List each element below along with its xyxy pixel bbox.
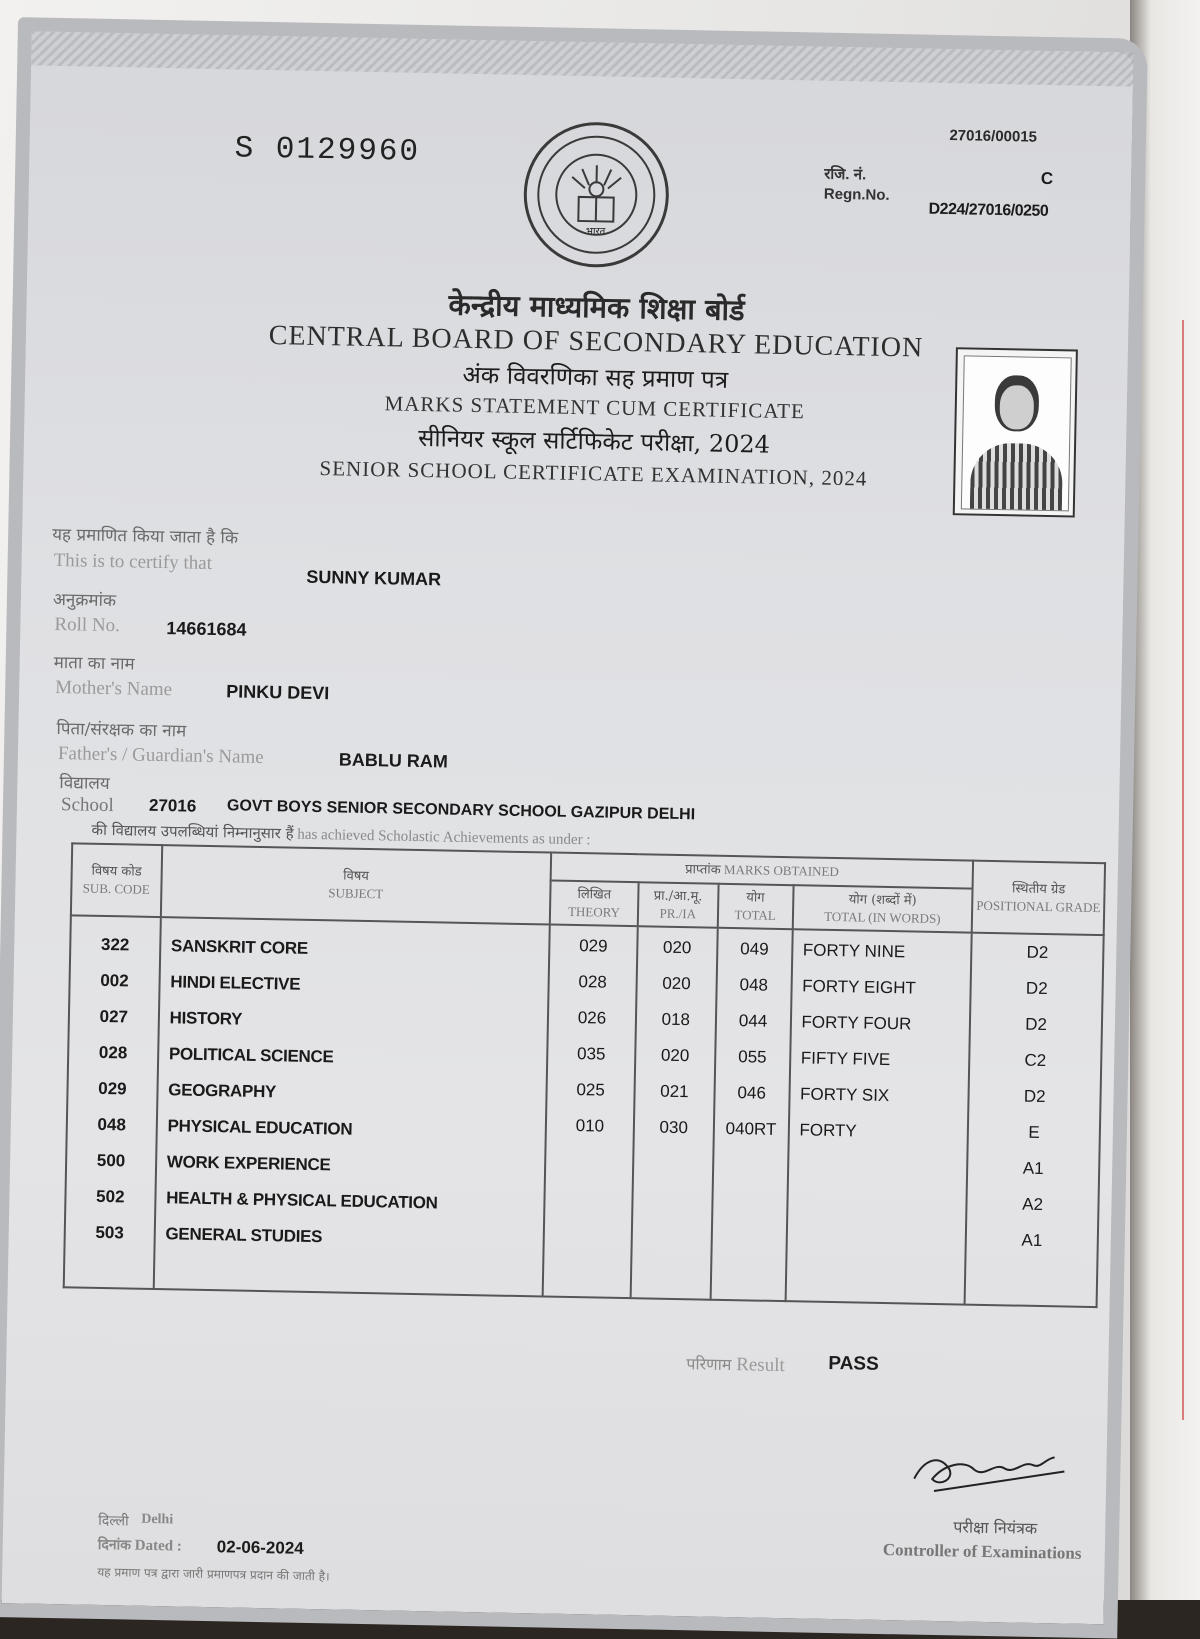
header-practical-hindi: प्रा./आ.मू. — [641, 887, 715, 905]
scholastic-caption-english: has achieved Scholastic Achievements as under : — [297, 827, 591, 849]
total-marks: 044 — [716, 1003, 790, 1040]
header-subject — [161, 845, 552, 924]
school-name: GOVT BOYS SENIOR SECONDARY SCHOOL GAZIPUR DELHI — [227, 797, 695, 824]
emblem-caption: भारत — [526, 222, 665, 239]
board-name-english: CENTRAL BOARD OF SECONDARY EDUCATION — [216, 319, 976, 366]
header-subject-hindi: विषय — [164, 864, 548, 888]
header-practical-english: PR./IA — [659, 906, 696, 922]
roll-number: 14661684 — [166, 618, 246, 641]
total-marks: 055 — [716, 1039, 790, 1076]
subject-name: WORK EXPERIENCE — [157, 1144, 545, 1187]
header-total — [717, 884, 793, 929]
photo-shirt — [970, 443, 1063, 512]
total-marks: 048 — [717, 967, 791, 1004]
scholastic-caption-hindi: की विद्यालय उपलब्धियां निम्नानुसार हैं — [91, 821, 293, 843]
certificate-headings — [213, 280, 977, 494]
place-label-hindi: दिल्ली — [98, 1511, 129, 1531]
mother-name: PINKU DEVI — [226, 681, 329, 704]
practical-column — [631, 926, 718, 1299]
school-label-hindi: विद्यालय — [59, 770, 110, 794]
subject-column — [153, 917, 549, 1296]
school-code: 27016 — [149, 796, 197, 817]
total-in-words: FORTY — [789, 1112, 967, 1151]
total-marks: 049 — [718, 931, 792, 968]
subject-name: SANSKRIT CORE — [161, 928, 549, 971]
document-title-english: MARKS STATEMENT CUM CERTIFICATE — [215, 388, 975, 428]
sub-code: 322 — [71, 926, 159, 964]
sub-code: 027 — [70, 998, 158, 1036]
header-theory — [550, 881, 639, 927]
header-total-english: TOTAL — [734, 907, 776, 923]
roll-label-english: Roll No. — [54, 614, 120, 637]
subject-name: HEALTH & PHYSICAL EDUCATION — [156, 1180, 544, 1223]
total-in-words: FORTY SIX — [790, 1076, 968, 1115]
theory-marks: 010 — [547, 1108, 634, 1146]
candidate-photo — [953, 347, 1078, 517]
red-margin-line — [1182, 320, 1184, 1420]
practical-marks: 020 — [636, 1037, 714, 1074]
subject-name: POLITICAL SCIENCE — [159, 1036, 547, 1079]
positional-grade: D2 — [972, 934, 1102, 972]
subject-name: HISTORY — [159, 1000, 547, 1043]
header-sub-code-english: SUB. CODE — [83, 881, 150, 897]
theory-marks: 035 — [548, 1036, 635, 1074]
document-title-hindi: अंक विवरणिका सह प्रमाण पत्र — [215, 353, 975, 401]
mother-label-english: Mother's Name — [55, 677, 172, 701]
controller-signature — [904, 1438, 1075, 1501]
header-sub-code-hindi: विषय कोड — [75, 862, 159, 881]
positional-grade: A1 — [968, 1150, 1098, 1188]
registration-label-hindi: रजि. नं. — [824, 165, 890, 186]
result-label — [686, 1352, 785, 1377]
total-words-column — [785, 929, 972, 1304]
header-marks-english: MARKS OBTAINED — [724, 862, 839, 879]
school-label-english: School — [61, 794, 114, 817]
total-column — [710, 928, 792, 1301]
mother-label-hindi: माता का नाम — [54, 650, 135, 675]
theory-marks: 025 — [547, 1072, 634, 1110]
photo-frame — [961, 355, 1072, 511]
header-grade-hindi: स्थितीय ग्रेड — [976, 880, 1102, 899]
sub-code: 048 — [68, 1106, 156, 1144]
copy-mark: C — [1041, 169, 1054, 189]
photo-face — [999, 385, 1034, 430]
registration-label — [824, 165, 891, 206]
positional-grade: D2 — [969, 1078, 1099, 1116]
header-practical — [638, 882, 719, 928]
certify-label-english: This is to certify that — [53, 550, 212, 575]
father-label-hindi: पिता/संरक्षक का नाम — [56, 716, 186, 741]
sub-code: 500 — [67, 1142, 155, 1180]
positional-grade: C2 — [970, 1042, 1100, 1080]
header-total-words — [792, 885, 972, 932]
sub-code: 502 — [66, 1178, 154, 1216]
emblem-graphic — [525, 124, 667, 266]
registration-number: D224/27016/0250 — [928, 201, 1048, 221]
controller-label-english: Controller of Examinations — [883, 1540, 1082, 1564]
result-label-english: Result — [736, 1354, 785, 1376]
result-label-hindi: परिणाम — [686, 1354, 731, 1374]
father-name: BABLU RAM — [339, 749, 448, 772]
sub-code-column — [64, 915, 161, 1289]
dated-label-english: Dated : — [135, 1538, 182, 1555]
subject-name: GENERAL STUDIES — [155, 1216, 543, 1259]
positional-grade: E — [969, 1114, 1099, 1152]
place-label-english: Delhi — [141, 1512, 173, 1529]
practical-marks: 018 — [637, 1001, 715, 1038]
practical-marks: 020 — [638, 929, 716, 966]
marks-certificate — [0, 17, 1148, 1638]
total-in-words: FORTY FOUR — [791, 1004, 969, 1043]
practical-marks: 020 — [637, 965, 715, 1002]
total-in-words: FORTY EIGHT — [792, 968, 970, 1007]
header-subject-english: SUBJECT — [328, 885, 383, 901]
header-grade-english: POSITIONAL GRADE — [976, 898, 1100, 915]
result-value: PASS — [828, 1353, 879, 1376]
grade-column — [965, 933, 1104, 1307]
top-reference-code: 27016/00015 — [949, 127, 1037, 146]
positional-grade: A2 — [967, 1186, 1097, 1224]
theory-marks: 028 — [549, 964, 636, 1002]
header-words-english: TOTAL (IN WORDS) — [824, 909, 941, 926]
header-words-hindi: योग (शब्दों में) — [796, 890, 970, 910]
board-name-hindi: केन्द्रीय माध्यमिक शिक्षा बोर्ड — [216, 280, 977, 334]
positional-grade: A1 — [967, 1222, 1097, 1260]
dated-label-hindi: दिनांक — [98, 1537, 132, 1554]
subject-name: GEOGRAPHY — [158, 1072, 546, 1115]
candidate-name: SUNNY KUMAR — [306, 567, 441, 591]
guilloche-border — [31, 31, 1133, 86]
marks-table — [63, 842, 1106, 1308]
subject-name: HINDI ELECTIVE — [160, 964, 548, 1007]
sub-code: 002 — [70, 962, 158, 1000]
serial-number: S 0129960 — [234, 131, 420, 170]
roll-label-hindi: अनुक्रमांक — [53, 587, 117, 611]
header-positional-grade — [972, 861, 1105, 936]
total-in-words: FORTY NINE — [793, 932, 971, 971]
theory-marks: 026 — [549, 1000, 636, 1038]
cbse-emblem-icon — [522, 121, 670, 269]
header-theory-hindi: लिखित — [553, 886, 635, 905]
total-in-words: FIFTY FIVE — [790, 1040, 968, 1079]
sub-code: 029 — [68, 1070, 156, 1108]
footer-note: यह प्रमाण पत्र द्वारा जारी प्रमाणपत्र प्रदान की जाती है। — [97, 1563, 997, 1597]
theory-column — [543, 925, 638, 1299]
exam-title-hindi: सीनियर स्कूल सर्टिफिकेट परीक्षा, 2024 — [214, 417, 974, 465]
header-total-hindi: योग — [721, 889, 790, 907]
dated-label — [98, 1535, 182, 1556]
subject-name: PHYSICAL EDUCATION — [157, 1108, 545, 1151]
header-theory-english: THEORY — [568, 904, 620, 920]
father-label-english: Father's / Guardian's Name — [58, 743, 264, 769]
certify-label-hindi: यह प्रमाणित किया जाता है कि — [52, 522, 238, 549]
practical-marks: 030 — [634, 1109, 712, 1146]
registration-label-english: Regn.No. — [824, 185, 890, 206]
theory-marks: 029 — [550, 928, 637, 966]
sub-code: 028 — [69, 1034, 157, 1072]
total-marks: 040RT — [714, 1111, 788, 1148]
header-marks-hindi: प्राप्तांक — [685, 862, 721, 878]
sub-code: 503 — [65, 1214, 153, 1252]
total-marks: 046 — [715, 1075, 789, 1112]
controller-label-hindi: परीक्षा नियंत्रक — [953, 1515, 1037, 1539]
exam-title-english: SENIOR SCHOOL CERTIFICATE EXAMINATION, 2024 — [213, 454, 973, 494]
positional-grade: D2 — [971, 1006, 1101, 1044]
issue-date: 02-06-2024 — [217, 1537, 304, 1559]
practical-marks: 021 — [635, 1073, 713, 1110]
positional-grade: D2 — [972, 970, 1102, 1008]
header-sub-code — [71, 843, 162, 917]
